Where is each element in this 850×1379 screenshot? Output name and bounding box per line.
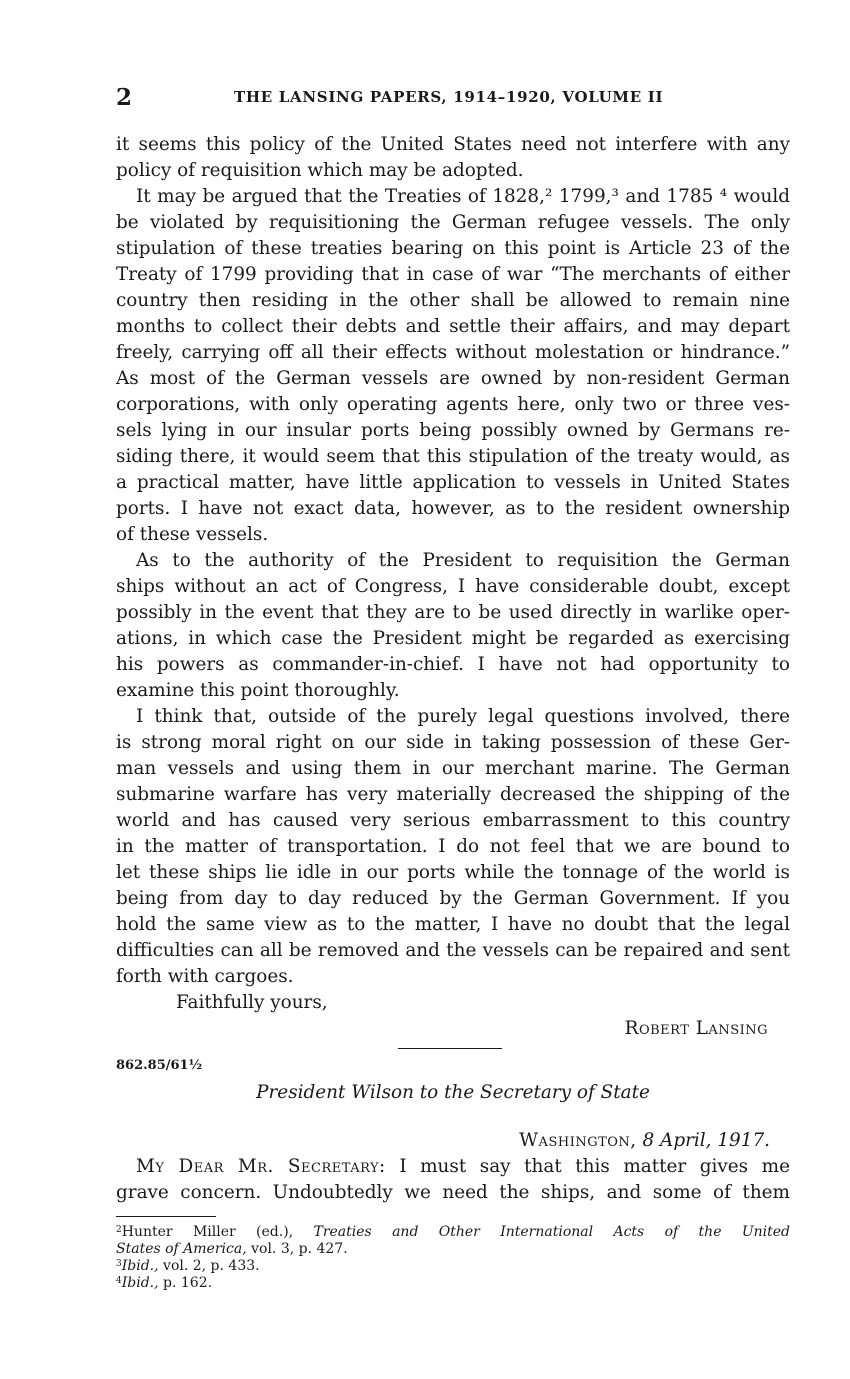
body-line: is strong moral right on our side in taking possession of these Ger- bbox=[116, 732, 790, 753]
body-line: country then residing in the other shall be allowed to remain nine bbox=[116, 290, 790, 311]
body-line: grave concern. Undoubtedly we need the ships, and some of them bbox=[116, 1182, 790, 1203]
footnote-rule bbox=[116, 1216, 216, 1217]
body-line: world and has caused very serious embarrassment to this country bbox=[116, 810, 790, 831]
running-head bbox=[116, 86, 790, 112]
body-line: ports. I have not exact data, however, as to the resident ownership bbox=[116, 498, 790, 519]
body-line: months to collect their debts and settle their affairs, and may depart bbox=[116, 316, 790, 337]
salutation: My Dear Mr. Secretary: bbox=[136, 1156, 386, 1177]
footnote-citation: vol. 2, p. 433. bbox=[163, 1258, 260, 1274]
body-line: of these vessels. bbox=[116, 524, 269, 545]
footnote-title: States of America, bbox=[116, 1241, 247, 1257]
body-line: ations, in which case the President might be regarded as exercising bbox=[116, 628, 790, 649]
dateline bbox=[470, 1128, 770, 1154]
footnote-2 bbox=[116, 1224, 790, 1241]
page-number: 2 bbox=[116, 84, 133, 111]
document-heading: President Wilson to the Secretary of State bbox=[256, 1082, 650, 1103]
footnote-3 bbox=[116, 1258, 790, 1275]
salutation-continuation: I must say that this matter gives me bbox=[399, 1156, 790, 1177]
footnote-marker: 4 bbox=[116, 1276, 122, 1286]
footnote-title: Treaties and Other International Acts of the United bbox=[313, 1224, 791, 1240]
footnote-citation: vol. 3, p. 427. bbox=[251, 1241, 348, 1257]
body-line: his powers as commander-in-chief. I have not had opportunity to bbox=[116, 654, 790, 675]
body-line: man vessels and using them in our merchant marine. The German bbox=[116, 758, 790, 779]
file-number: 862.85/61½ bbox=[116, 1058, 203, 1073]
body-line: As most of the German vessels are owned by non-resident German bbox=[116, 368, 790, 389]
body-line: policy of requisition which may be adopted. bbox=[116, 160, 524, 181]
body-line: in the matter of transportation. I do not feel that we are bound to bbox=[116, 836, 790, 857]
body-line: sels lying in our insular ports being possibly owned by Germans re- bbox=[116, 420, 790, 441]
body-line: be violated by requisitioning the German refugee vessels. The only bbox=[116, 212, 790, 233]
body-line: a practical matter, have little application to vessels in United States bbox=[116, 472, 790, 493]
dateline-date: 8 April, 1917. bbox=[642, 1130, 770, 1151]
body-line: submarine warfare has very materially decreased the shipping of the bbox=[116, 784, 790, 805]
body-line: possibly in the event that they are to be used directly in warlike oper- bbox=[116, 602, 790, 623]
body-line: Treaty of 1799 providing that in case of war “The merchants of either bbox=[116, 264, 790, 285]
body-line: forth with cargoes. bbox=[116, 966, 294, 987]
body-line: ships without an act of Congress, I have considerable doubt, except bbox=[116, 576, 790, 597]
footnote-citation: p. 162. bbox=[163, 1275, 213, 1291]
footnote-4 bbox=[116, 1275, 790, 1292]
footnote-2-continued bbox=[116, 1241, 790, 1258]
body-line: hold the same view as to the matter, I have no doubt that the legal bbox=[116, 914, 790, 935]
dateline-place: Washington, bbox=[519, 1130, 637, 1151]
footnote-ibid: Ibid., bbox=[121, 1275, 159, 1291]
body-line bbox=[136, 1154, 790, 1180]
body-line: difficulties can all be removed and the vessels can be repaired and sent bbox=[116, 940, 790, 961]
body-line: freely, carrying off all their effects without molestation or hindrance.” bbox=[116, 342, 790, 363]
body-line: siding there, it would seem that this stipulation of the treaty would, as bbox=[116, 446, 790, 467]
body-line: I think that, outside of the purely legal questions involved, there bbox=[136, 706, 790, 727]
running-title: THE LANSING PAPERS, 1914–1920, VOLUME II bbox=[234, 88, 664, 106]
body-line: It may be argued that the Treaties of 1828,² 1799,³ and 1785 ⁴ would bbox=[136, 186, 790, 207]
body-line: stipulation of these treaties bearing on this point is Article 23 of the bbox=[116, 238, 790, 259]
footnote-marker: 3 bbox=[116, 1259, 122, 1269]
body-line: let these ships lie idle in our ports while the tonnage of the world is bbox=[116, 862, 790, 883]
body-line: examine this point thoroughly. bbox=[116, 680, 400, 701]
footnote-marker: 2 bbox=[116, 1225, 122, 1235]
section-divider bbox=[398, 1048, 502, 1049]
body-line: it seems this policy of the United States need not interfere with any bbox=[116, 134, 790, 155]
complimentary-close: Faithfully yours, bbox=[176, 992, 328, 1013]
body-line: As to the authority of the President to requisition the German bbox=[136, 550, 790, 571]
footnote-ibid: Ibid., bbox=[121, 1258, 159, 1274]
signature: Robert Lansing bbox=[624, 1018, 768, 1039]
body-line: being from day to day reduced by the German Government. If you bbox=[116, 888, 790, 909]
footnote-author: Hunter Miller (ed.), bbox=[121, 1224, 294, 1240]
body-line: corporations, with only operating agents here, only two or three ves- bbox=[116, 394, 790, 415]
